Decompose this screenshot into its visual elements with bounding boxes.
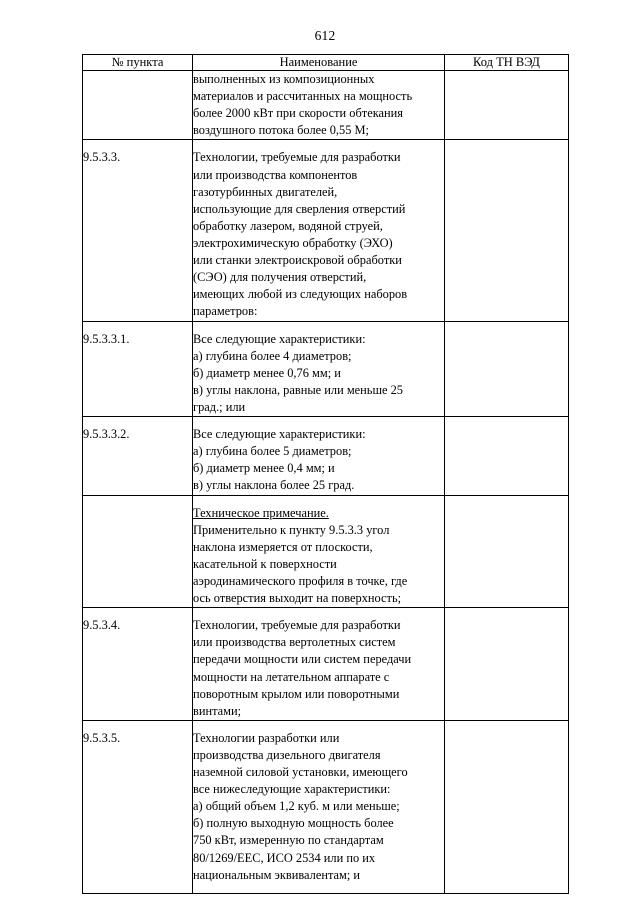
description-line: имеющих любой из следующих наборов: [193, 287, 408, 302]
cell-item-number: [83, 608, 193, 721]
table-row: [83, 720, 569, 893]
table-row: [83, 417, 569, 495]
page-number: 612: [314, 28, 336, 43]
description-line: б) диаметр менее 0,76 мм; и: [193, 365, 341, 380]
tnved-code-text: [445, 323, 448, 337]
technical-note-title: Техническое примечание.: [193, 505, 329, 520]
description-line: а) глубина более 5 диаметров;: [193, 444, 352, 459]
description-line: газотурбинных двигателей,: [193, 184, 338, 199]
description-line: аэродинамического профиля в точке, где: [193, 573, 408, 588]
description-line: касательной к поверхности: [193, 556, 337, 571]
description-line: электрохимическую обработку (ЭХО): [193, 235, 393, 250]
table-row: [83, 321, 569, 417]
description-line: наклона измеряется от плоскости,: [193, 539, 373, 554]
tnved-code-text: [445, 72, 448, 86]
description-line: ось отверстия выходит на поверхность;: [193, 591, 402, 606]
description-line: передачи мощности или систем передачи: [193, 652, 412, 667]
description-line: или производства вертолетных систем: [193, 635, 396, 650]
description-line: воздушного потока более 0,55 М;: [193, 123, 369, 138]
description-line: материалов и рассчитанных на мощность: [193, 89, 413, 104]
description-line: Технологии, требуемые для разработки: [193, 150, 401, 165]
description-line: параметров:: [193, 304, 258, 319]
item-number-text: [83, 506, 86, 520]
item-number-text: 9.5.3.3.2.: [83, 427, 130, 442]
cell-item-number: [83, 720, 193, 893]
cell-item-number: [83, 417, 193, 495]
description-line: использующие для сверления отверстий: [193, 201, 406, 216]
item-number-text: 9.5.3.4.: [83, 618, 121, 633]
column-header-num: № пункта: [83, 55, 193, 71]
cell-item-number: [83, 495, 193, 608]
description-line: (СЭО) для получения отверстий,: [193, 270, 367, 285]
description-line: Технологии, требуемые для разработки: [193, 618, 401, 633]
cell-description: [193, 140, 445, 321]
cell-description: [193, 321, 445, 417]
table-body: [83, 71, 569, 894]
tnved-code-text: [445, 497, 448, 511]
tnved-code-text: [445, 609, 448, 623]
description-line: Все следующие характеристики:: [193, 427, 366, 442]
cell-tnved-code: [445, 720, 569, 893]
cell-item-number: [83, 140, 193, 321]
description-line: в) углы наклона более 25 град.: [193, 478, 355, 493]
item-number-text: 9.5.3.3.: [83, 150, 121, 165]
tnved-code-text: [445, 722, 448, 736]
description-line: винтами;: [193, 703, 242, 718]
description-line: поворотным крылом или поворотными: [193, 686, 400, 701]
cell-description: [193, 720, 445, 893]
description-line: все нижеследующие характеристики:: [193, 782, 391, 797]
cell-description: [193, 495, 445, 608]
column-header-code: Код ТН ВЭД: [445, 55, 569, 71]
cell-tnved-code: [445, 71, 569, 140]
regulation-table: [82, 54, 569, 894]
description-line: б) полную выходную мощность более: [193, 816, 394, 831]
description-line: Применительно к пункту 9.5.3.3 угол: [193, 522, 390, 537]
table-row: [83, 71, 569, 140]
item-number-text: [83, 72, 86, 86]
cell-tnved-code: [445, 495, 569, 608]
description-line: выполненных из композиционных: [193, 72, 375, 86]
cell-tnved-code: [445, 140, 569, 321]
description-line: производства дизельного двигателя: [193, 747, 381, 762]
description-line: а) глубина более 4 диаметров;: [193, 348, 352, 363]
description-line: в) углы наклона, равные или меньше 25: [193, 382, 403, 397]
description-line: или станки электроискровой обработки: [193, 253, 402, 268]
cell-description: [193, 608, 445, 721]
table-header-row: [83, 55, 569, 71]
cell-description: [193, 71, 445, 140]
tnved-code-text: [445, 141, 448, 155]
cell-item-number: [83, 71, 193, 140]
description-line: или производства компонентов: [193, 167, 358, 182]
description-line: Все следующие характеристики:: [193, 331, 366, 346]
column-header-name: Наименование: [193, 55, 445, 71]
tnved-code-text: [445, 418, 448, 432]
description-line: национальным эквивалентам; и: [193, 867, 361, 882]
description-line: а) общий объем 1,2 куб. м или меньше;: [193, 799, 400, 814]
item-number-text: 9.5.3.5.: [83, 730, 121, 745]
cell-description: [193, 417, 445, 495]
table-header: [83, 55, 569, 71]
cell-item-number: [83, 321, 193, 417]
table-row: [83, 495, 569, 608]
description-line: б) диаметр менее 0,4 мм; и: [193, 461, 335, 476]
description-line: наземной силовой установки, имеющего: [193, 765, 408, 780]
description-line: мощности на летательном аппарате с: [193, 669, 390, 684]
description-line: 80/1269/ЕЕС, ИСО 2534 или по их: [193, 850, 376, 865]
table-row: [83, 140, 569, 321]
cell-tnved-code: [445, 417, 569, 495]
description-line: обработку лазером, водяной струей,: [193, 218, 383, 233]
description-line: Технологии разработки или: [193, 730, 340, 745]
description-line: град.; или: [193, 399, 246, 414]
item-number-text: 9.5.3.3.1.: [83, 331, 130, 346]
description-line: 750 кВт, измеренную по стандартам: [193, 833, 384, 848]
cell-tnved-code: [445, 608, 569, 721]
cell-tnved-code: [445, 321, 569, 417]
table-row: [83, 608, 569, 721]
description-line: более 2000 кВт при скорости обтекания: [193, 106, 403, 121]
